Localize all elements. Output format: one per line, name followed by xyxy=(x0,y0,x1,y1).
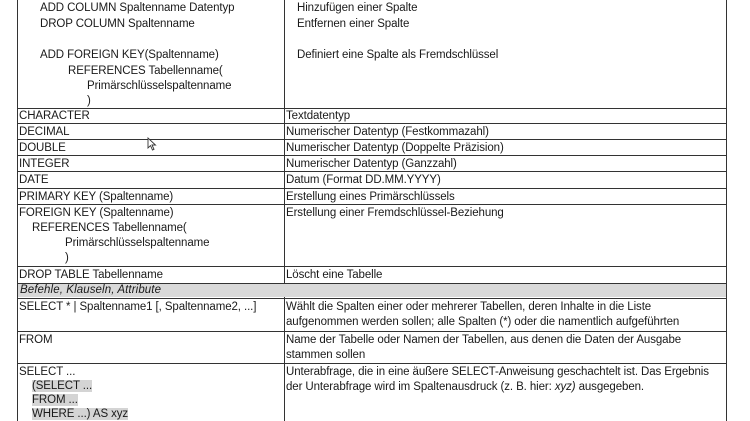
row-divider xyxy=(17,188,727,189)
alter-references: REFERENCES Tabellenname( xyxy=(68,65,223,77)
row-divider xyxy=(17,171,727,172)
desc-decimal: Numerischer Datentyp (Festkommazahl) xyxy=(286,126,489,138)
subquery-inner-where xyxy=(32,408,128,421)
desc-select-line1: Wählt die Spalten einer oder mehrerer Tabellen, deren Inhalte in die Liste xyxy=(286,301,652,313)
row-divider xyxy=(17,139,727,140)
desc-subquery-line2-em: xyz) xyxy=(554,381,576,393)
alter-add-column: ADD COLUMN Spaltenname Datentyp xyxy=(40,2,235,14)
row-divider xyxy=(17,298,727,299)
alter-pk-column: Primärschlüsselspaltenname xyxy=(87,80,232,92)
desc-double: Numerischer Datentyp (Doppelte Präzision) xyxy=(286,142,504,154)
keyword-decimal: DECIMAL xyxy=(19,126,70,138)
subquery-inner-select xyxy=(32,380,92,393)
fk-pk-column: Primärschlüsselspaltenname xyxy=(65,237,210,249)
keyword-character: CHARACTER xyxy=(19,110,90,122)
subquery-inner-select-text: (SELECT ... xyxy=(32,380,93,392)
fk-close-paren: ) xyxy=(65,252,69,264)
keyword-select: SELECT * | Spaltenname1 [, Spaltenname2, ...] xyxy=(19,301,257,313)
desc-subquery-line2 xyxy=(286,381,644,394)
section-header-label: Befehle, Klauseln, Attribute xyxy=(20,284,162,296)
column-divider xyxy=(284,0,285,421)
desc-subquery-line2-post: ausgegeben. xyxy=(575,381,645,393)
fk-references: REFERENCES Tabellenname( xyxy=(32,222,187,234)
subquery-inner-from xyxy=(32,394,78,407)
keyword-from: FROM xyxy=(19,334,53,346)
row-divider xyxy=(17,331,727,332)
keyword-integer: INTEGER xyxy=(19,158,70,170)
alter-foreign-key-desc: Definiert eine Spalte als Fremdschlüssel xyxy=(297,49,499,61)
alter-drop-column-desc: Entfernen einer Spalte xyxy=(297,18,410,30)
desc-date: Datum (Format DD.MM.YYYY) xyxy=(286,174,441,186)
mouse-pointer-icon xyxy=(147,137,157,151)
desc-foreign-key: Erstellung einer Fremdschlüssel-Beziehung xyxy=(286,207,504,219)
desc-subquery-line1: Unterabfrage, die in eine äußere SELECT-Anweisung geschachtelt ist. Das Ergebnis xyxy=(286,366,709,378)
desc-drop-table: Löscht eine Tabelle xyxy=(286,269,383,281)
row-divider xyxy=(17,155,727,156)
keyword-date: DATE xyxy=(19,174,49,186)
desc-integer: Numerischer Datentyp (Ganzzahl) xyxy=(286,158,457,170)
desc-subquery-line2-pre: der Unterabfrage wird im Spaltenausdruck (z. B. hier: xyxy=(286,381,555,393)
desc-from-line2: stammen sollen xyxy=(286,349,366,361)
row-divider xyxy=(17,123,727,124)
desc-from-line1: Name der Tabelle oder Namen der Tabellen, aus denen die Daten der Ausgabe xyxy=(286,334,682,346)
table-border-right xyxy=(726,0,727,421)
alter-add-column-desc: Hinzufügen einer Spalte xyxy=(297,2,418,14)
keyword-double: DOUBLE xyxy=(19,142,66,154)
desc-character: Textdatentyp xyxy=(286,110,351,122)
alter-add-foreign-key: ADD FOREIGN KEY(Spaltenname) xyxy=(40,49,219,61)
row-divider xyxy=(17,204,727,205)
row-divider xyxy=(17,108,727,109)
desc-select-line2: aufgenommen werden sollen; alle Spalten (*) oder die namentlich aufgeführten xyxy=(286,316,680,328)
subquery-inner-from-text: FROM ... xyxy=(32,394,78,406)
alter-close-paren: ) xyxy=(87,95,91,107)
subquery-select: SELECT ... xyxy=(19,366,76,378)
subquery-inner-where-text: WHERE ...) AS xyz xyxy=(32,408,129,420)
table-border-left xyxy=(17,0,18,421)
keyword-primary-key: PRIMARY KEY (Spaltenname) xyxy=(19,191,174,203)
alter-drop-column: DROP COLUMN Spaltenname xyxy=(40,18,195,30)
desc-primary-key: Erstellung eines Primärschlüssels xyxy=(286,191,455,203)
keyword-foreign-key: FOREIGN KEY (Spaltenname) xyxy=(19,207,174,219)
row-divider xyxy=(17,363,727,364)
row-divider xyxy=(17,266,727,267)
section-header xyxy=(18,284,726,297)
keyword-drop-table: DROP TABLE Tabellenname xyxy=(19,269,163,281)
